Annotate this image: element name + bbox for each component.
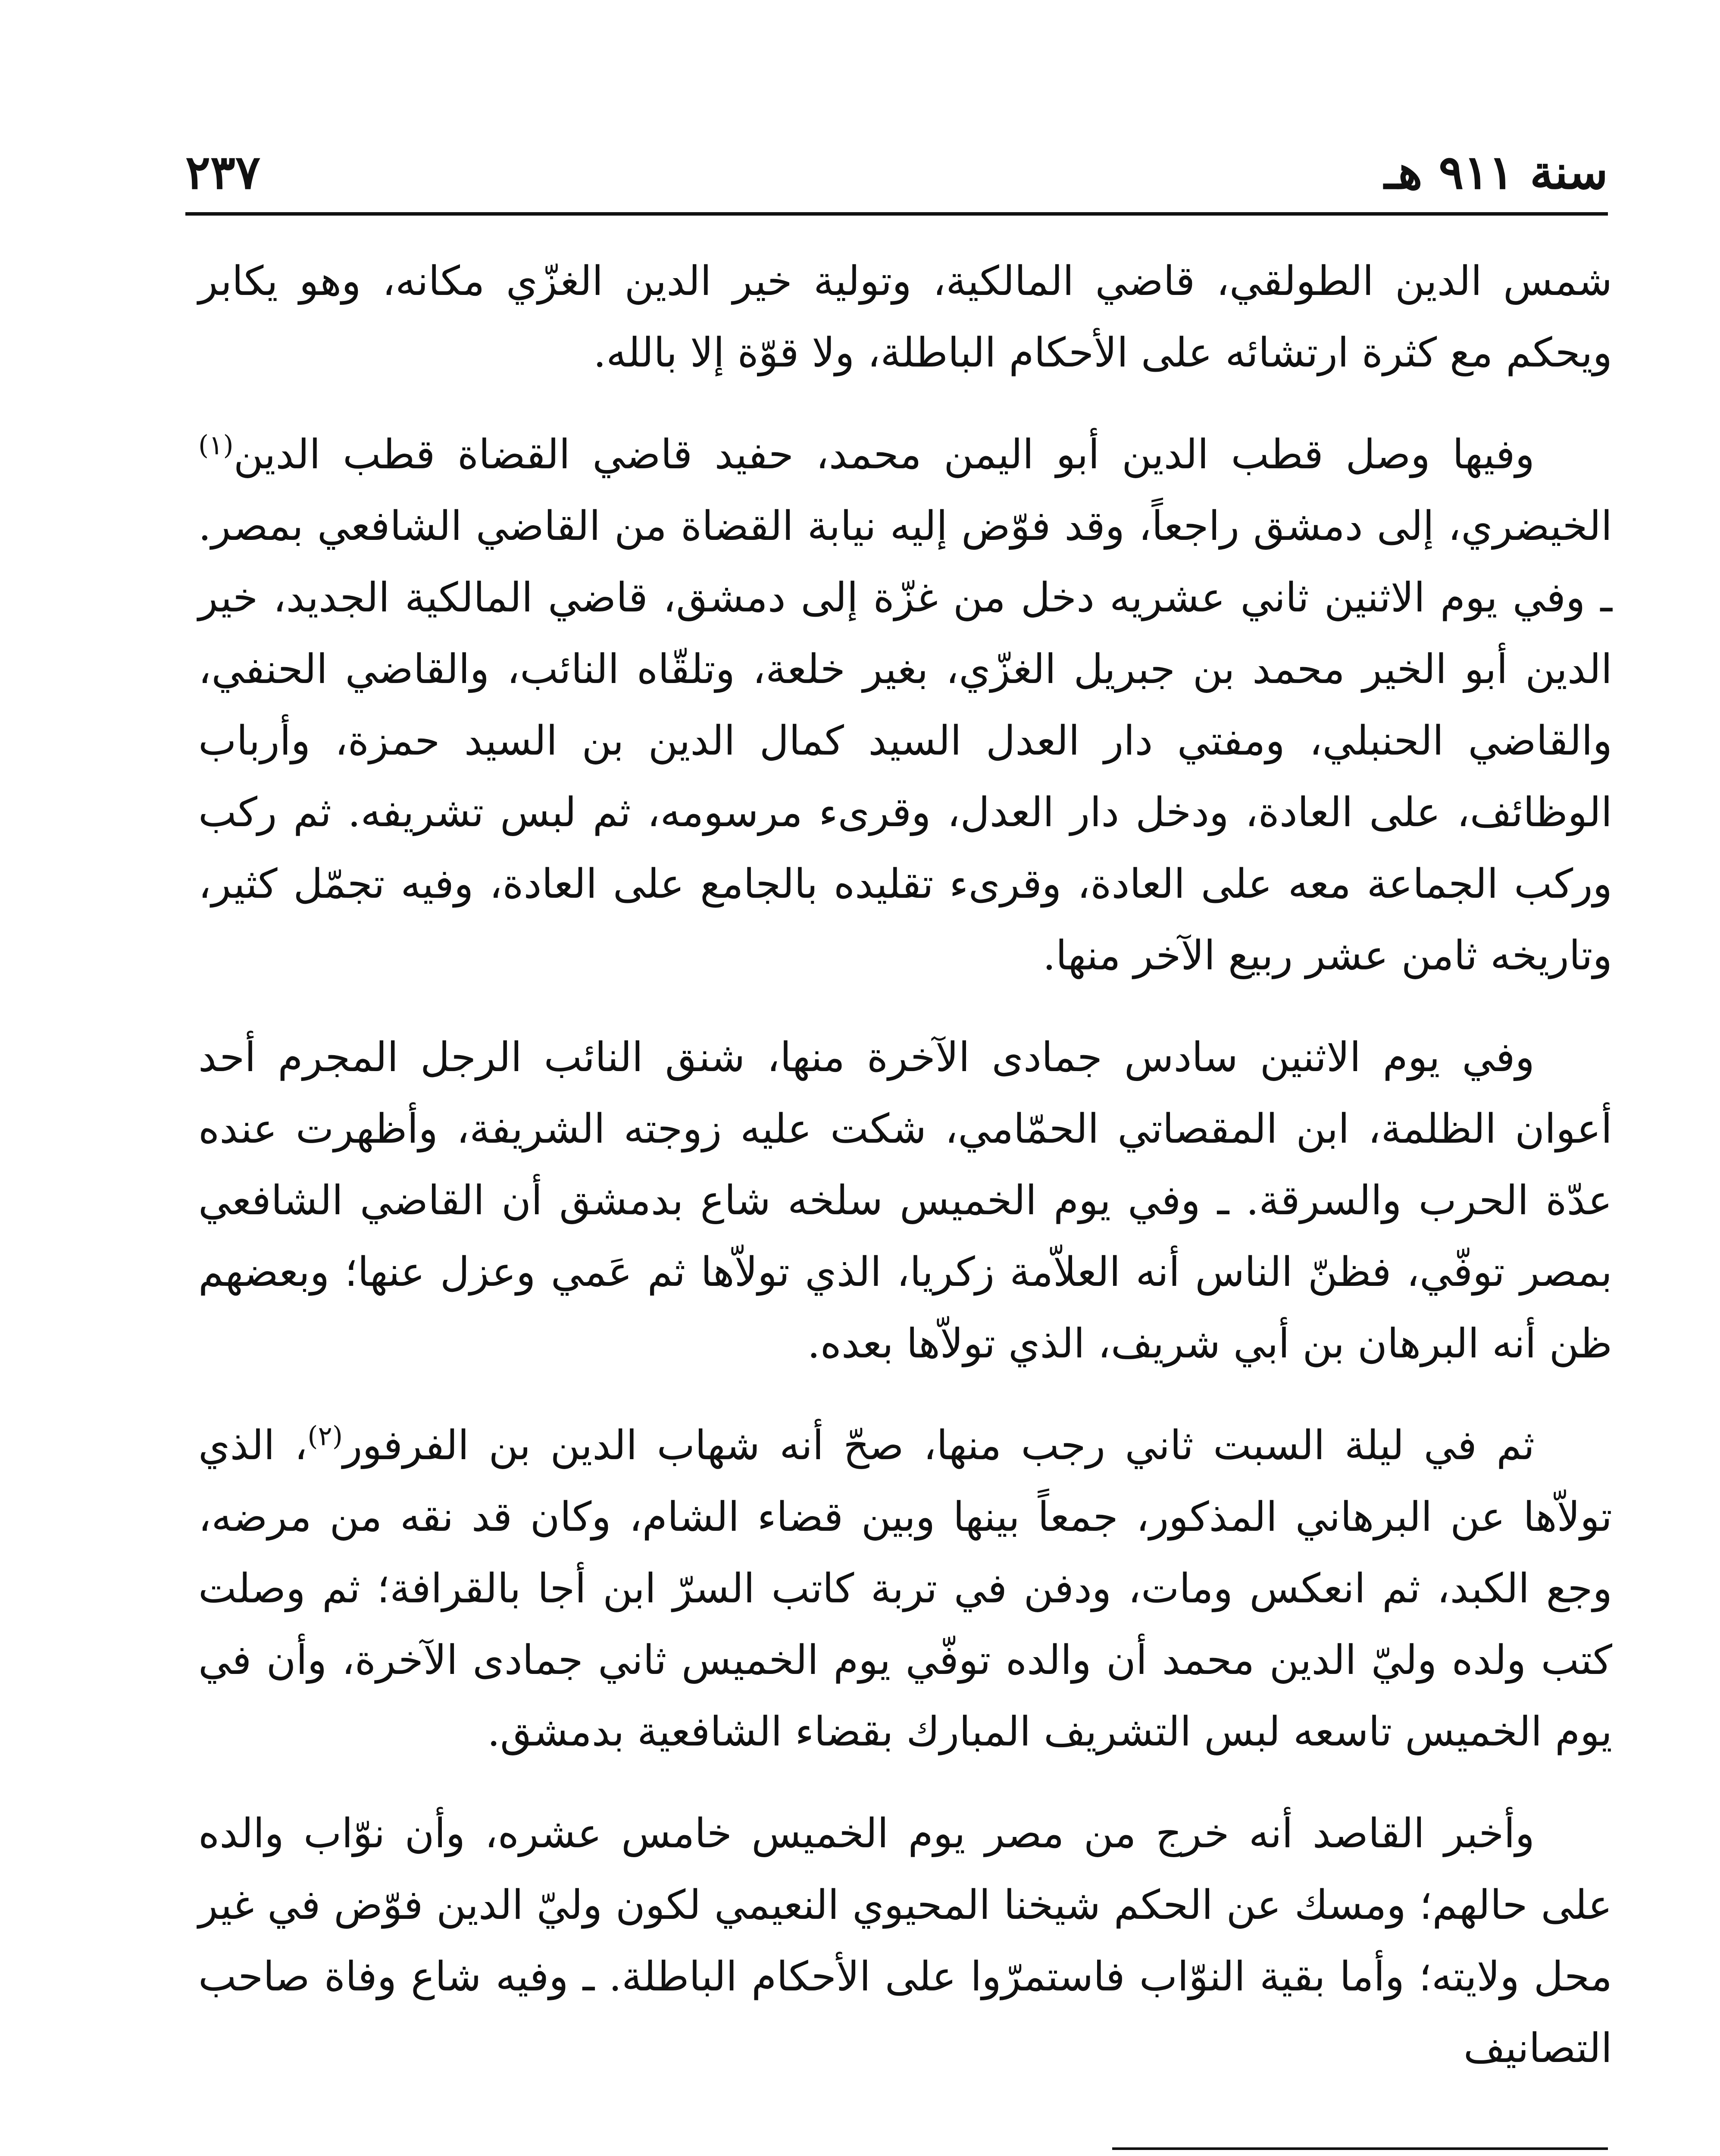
paragraph-4-text: عن البرهاني المذكور، جمعاً بينها وبين قضاء الشام، وكان قد نقه من مرضه، وجع الكبد، ثم انعكس ومات، ودفن في تربة كاتب السرّ ابن أجا بالقرافة؛ ثم وصلت كتب ولده وليّ الدين محمد أن والده توفّي يوم الخميس ثاني جمادى الآخرة، وأن في يوم الخميس تاسعه لبس التشريف المبارك بقضاء الشافعية بدمشق.	[198, 1494, 1612, 1755]
paragraph-4-lead: ثم في ليلة السبت ثاني رجب منها، صحّ أنه شهاب الدين بن الفرفور	[343, 1422, 1535, 1469]
paragraph-2-lead: وفيها وصل قطب الدين أبو اليمن محمد، حفيد قاضي القضاة قطب الدين	[233, 431, 1535, 478]
paragraph-2	[198, 419, 1612, 992]
page-number: ٢٣٧	[185, 145, 261, 200]
paragraph-4	[198, 1410, 1612, 1768]
footnote-rule	[1112, 2147, 1608, 2150]
paragraph-5: وأخبر القاصد أنه خرج من مصر يوم الخميس خامس عشره، وأن نوّاب والده على حالهم؛ ومسك عن الحكم شيخنا المحيوي النعيمي لكون وليّ الدين فوّض في غير محل ولايته؛ وأما بقية النوّاب فاستمرّوا على الأحكام الباطلة. ـ وفيه شاع وفاة صاحب التصانيف	[198, 1810, 1612, 2072]
footnote-ref-1[interactable]: (١)	[198, 429, 234, 461]
main-text	[198, 246, 1612, 2115]
header-rule	[185, 212, 1608, 216]
page-header	[185, 142, 1608, 207]
paragraph-3: وفي يوم الاثنين سادس جمادى الآخرة منها، شنق النائب الرجل المجرم أحد أعوان الظلمة، ابن المقصاتي الحمّامي، شكت عليه زوجته الشريفة، وأظهرت عنده عدّة الحرب والسرقة. ـ وفي يوم الخميس سلخه شاع بدمشق أن القاضي الشافعي بمصر توفّي، فظنّ الناس أنه العلاّمة زكريا، الذي تولاّها ثم عَمي وعزل عنها؛ وبعضهم ظن أنه البرهان بن أبي شريف، الذي تولاّها بعده.	[198, 1034, 1612, 1367]
paragraph-1: شمس الدين الطولقي، قاضي المالكية، وتولية خير الدين الغزّي مكانه، وهو يكابر ويحكم مع كثرة ارتشائه على الأحكام الباطلة، ولا قوّة إلا بالله.	[198, 258, 1612, 376]
paragraph-4-after: ، الذي تولاّها	[198, 1422, 1612, 1541]
footnote-ref-2[interactable]: (٢)	[307, 1420, 343, 1452]
running-head: سنة ٩١١ هـ	[1384, 145, 1608, 200]
paragraph-2-text: الخيضري، إلى دمشق راجعاً، وقد فوّض إليه نيابة القضاة من القاضي الشافعي بمصر. ـ وفي يوم الاثنين ثاني عشريه دخل من غزّة إلى دمشق، قاضي المالكية الجديد، خير الدين أبو الخير محمد بن جبريل الغزّي، بغير خلعة، وتلقّاه النائب، والقاضي الحنفي، والقاضي الحنبلي، ومفتي دار العدل السيد كمال الدين بن السيد حمزة، وأرباب الوظائف، على العادة، ودخل دار العدل، وقرىء مرسومه، ثم لبس تشريفه. ثم ركب وركب الجماعة معه على العادة، وقرىء تقليده بالجامع على العادة، وفيه تجمّل كثير، وتاريخه ثامن عشر ربيع الآخر منها.	[198, 503, 1612, 979]
